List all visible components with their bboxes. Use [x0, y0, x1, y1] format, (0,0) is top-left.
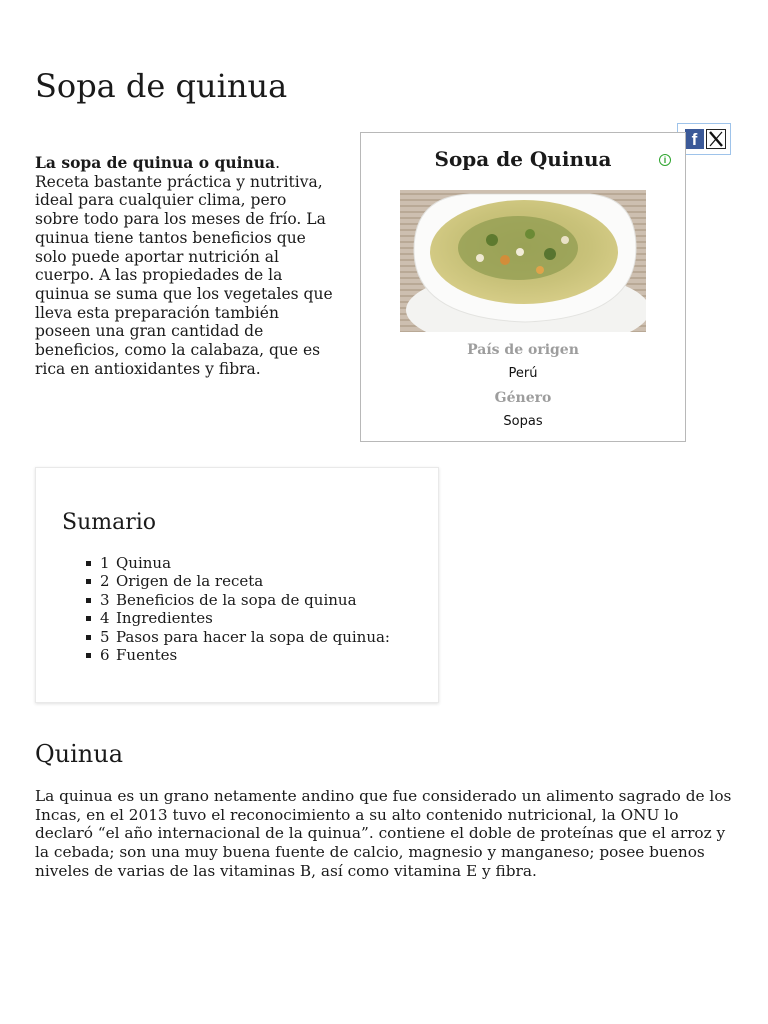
- toc-item-ingredientes[interactable]: [86, 609, 390, 627]
- toc-item-origen[interactable]: [86, 572, 390, 590]
- toc-item-pasos[interactable]: [86, 628, 390, 646]
- toc-item-quinua[interactable]: [86, 554, 390, 572]
- intro-paragraph: [35, 154, 335, 378]
- infobox-value-origin: Perú: [508, 366, 538, 381]
- toc-item-number: 6: [100, 646, 110, 665]
- toc-title: Sumario: [62, 510, 157, 535]
- infobox-title: Sopa de Quinua: [434, 147, 612, 171]
- infobox-label-origin: País de origen: [467, 342, 579, 358]
- section-title-quinua: Quinua: [35, 740, 124, 768]
- intro-bold-lead: La sopa de quinua o quinua: [35, 153, 276, 172]
- intro-text: . Receta bastante práctica y nutritiva, ideal para cualquier clima, pero sobre todo para los meses de frío. La quinua tiene tantos beneficios que solo puede aportar nutrición al cuerpo. A las propiedades de la quinua se suma que los vegetales que lleva esta preparación también poseen una gran cantidad de beneficios, como la calabaza, que es rica en antioxidantes y fibra.: [35, 154, 333, 378]
- toc-item-number: 3: [100, 590, 110, 609]
- infobox-value-genre: Sopas: [503, 414, 543, 429]
- toc-item-label: Fuentes: [116, 646, 178, 665]
- table-of-contents: [35, 467, 439, 703]
- x-twitter-icon[interactable]: [706, 129, 726, 149]
- infobox-label-genre: Género: [494, 390, 552, 406]
- toc-item-fuentes[interactable]: [86, 646, 390, 664]
- toc-item-label: Beneficios de la sopa de quinua: [116, 590, 357, 609]
- toc-item-label: Pasos para hacer la sopa de quinua:: [116, 627, 390, 646]
- toc-item-number: 4: [100, 609, 110, 628]
- x-logo-glyph: [707, 130, 725, 148]
- toc-item-beneficios[interactable]: [86, 591, 390, 609]
- page-title: Sopa de quinua: [35, 67, 288, 105]
- soup-illustration: [400, 190, 646, 332]
- toc-list: [86, 554, 390, 664]
- toc-item-number: 5: [100, 627, 110, 646]
- toc-item-number: 1: [100, 554, 110, 572]
- info-icon[interactable]: i: [659, 154, 671, 166]
- toc-item-label: Origen de la receta: [116, 572, 264, 591]
- recipe-infobox: [360, 132, 686, 442]
- toc-item-label: Ingredientes: [116, 609, 213, 628]
- quinoa-soup-photo[interactable]: [400, 190, 646, 332]
- section-body-quinua: La quinua es un grano netamente andino que fue considerado un alimento sagrado de los Incas, en el 2013 tuvo el reconocimiento a su alto contenido nutricional, la ONU lo declaró “el año internacional de la quinua”. contiene el doble de proteínas que el arroz y la cebada; son una muy buena fuente de calcio, magnesio y manganeso; posee buenos niveles de varias de las vitaminas B, así como vitamina E y fibra.: [35, 787, 732, 880]
- facebook-icon[interactable]: f: [685, 129, 704, 149]
- toc-item-label: Quinua: [116, 554, 172, 572]
- toc-item-number: 2: [100, 572, 110, 591]
